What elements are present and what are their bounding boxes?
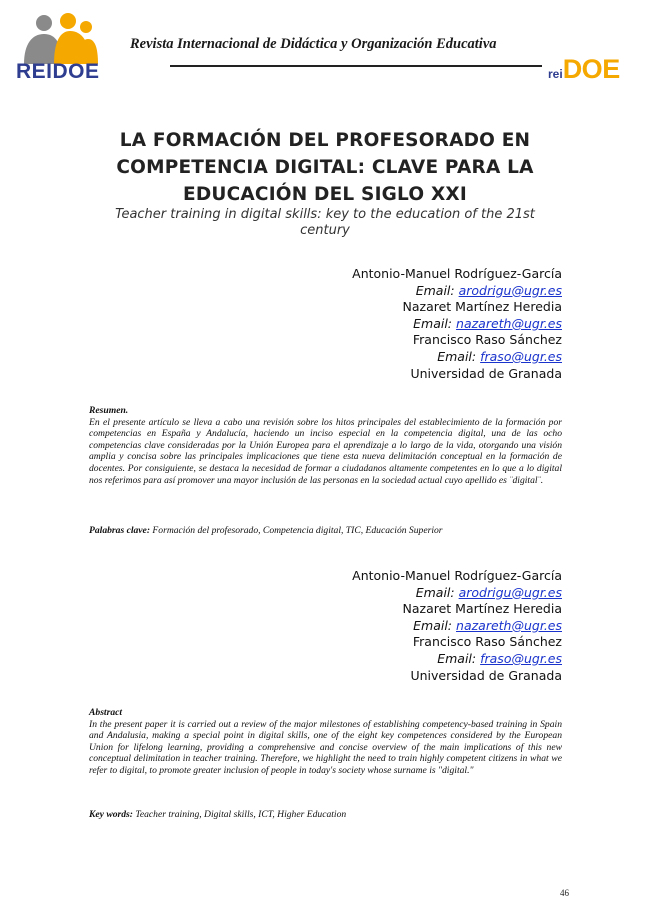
affiliation: Universidad de Granada — [410, 667, 562, 683]
reidoe-logo-right — [548, 56, 620, 83]
email-label: Email: — [415, 584, 455, 600]
logo-right-main: DOE — [562, 54, 620, 84]
keywords-label: Key words: — [89, 809, 133, 820]
paper-title: LA FORMACIÓN DEL PROFESORADO EN COMPETENCIA DIGITAL: CLAVE PARA LA EDUCACIÓN DEL SIGLO XXI — [116, 130, 534, 205]
resumen-heading: Resumen. — [89, 405, 129, 416]
journal-title: Revista Internacional de Didáctica y Organización Educativa — [130, 36, 497, 52]
author-email-link[interactable]: nazareth@ugr.es — [456, 315, 562, 331]
abstract-heading: Abstract — [89, 707, 123, 718]
palabras-clave — [89, 525, 562, 536]
logo-left-text: REIDOE — [16, 60, 100, 83]
email-label: Email: — [413, 617, 453, 633]
key-words — [89, 809, 562, 820]
author-name: Nazaret Martínez Heredia — [402, 299, 562, 315]
abstract-text: In the present paper it is carried out a review of the major milestones of establishing competency-based training in Spain and Andalusia, making a special point in digital skills, one of the eight key competences considered by the European Union for lifelong learning, providing a comprehensive and concise overview of the main implications of this new conceptual delimitation in teacher training. Therefore, we highlight the need to train highly competent citizens in what we refer to digital, to promote greater inclusion of people in today's society whose surname is "digital." — [89, 718, 562, 776]
author-block — [300, 568, 562, 684]
author-email-link[interactable]: arodrigu@ugr.es — [458, 584, 562, 600]
abstract-section — [89, 707, 562, 777]
email-label: Email: — [437, 348, 477, 364]
author-email-link[interactable]: arodrigu@ugr.es — [458, 282, 562, 298]
author-email-link[interactable]: fraso@ugr.es — [480, 650, 562, 666]
author-name: Francisco Raso Sánchez — [412, 332, 562, 348]
email-label: Email: — [415, 282, 455, 298]
author-name: Antonio-Manuel Rodríguez-García — [352, 266, 562, 281]
keywords-text: Formación del profesorado, Competencia digital, TIC, Educación Superior — [152, 525, 443, 536]
author-email-link[interactable]: fraso@ugr.es — [480, 348, 562, 364]
resumen-section — [89, 405, 562, 486]
resumen-text: En el presente artículo se lleva a cabo una revisión sobre los hitos principales del establecimiento de la formación por competencias en España y Andalucía, haciendo un inciso especial en la competencia digital, una de las ocho competencias clave consideradas por la Unión Europea para el aprendizaje a lo largo de la vida, otorgando una visión amplia y concisa sobre las principales implicaciones que tiene esta nueva delimitación conceptual en la formación de docentes. Por consiguiente, se destaca la necesidad de formar a ciudadanos altamente competentes en lo que a lo digital nos referimos para así promover una mayor inclusión de las personas en la sociedad actual cuyo apellido es ¨digital¨. — [89, 416, 562, 486]
author-name: Francisco Raso Sánchez — [412, 634, 562, 650]
keywords-label: Palabras clave: — [89, 525, 151, 536]
people-logo-icon — [14, 10, 104, 66]
email-label: Email: — [437, 650, 477, 666]
logo-right-prefix: rei — [548, 67, 563, 81]
page-number: 46 — [560, 888, 569, 898]
author-block — [300, 266, 562, 382]
author-name: Nazaret Martínez Heredia — [402, 601, 562, 617]
author-email-link[interactable]: nazareth@ugr.es — [456, 617, 562, 633]
header-divider — [170, 65, 542, 67]
paper-title-english: Teacher training in digital skills: key to the education of the 21st century — [115, 207, 535, 238]
author-name: Antonio-Manuel Rodríguez-García — [352, 568, 562, 583]
email-label: Email: — [413, 315, 453, 331]
keywords-text: Teacher training, Digital skills, ICT, Higher Education — [135, 809, 347, 820]
affiliation: Universidad de Granada — [410, 365, 562, 381]
